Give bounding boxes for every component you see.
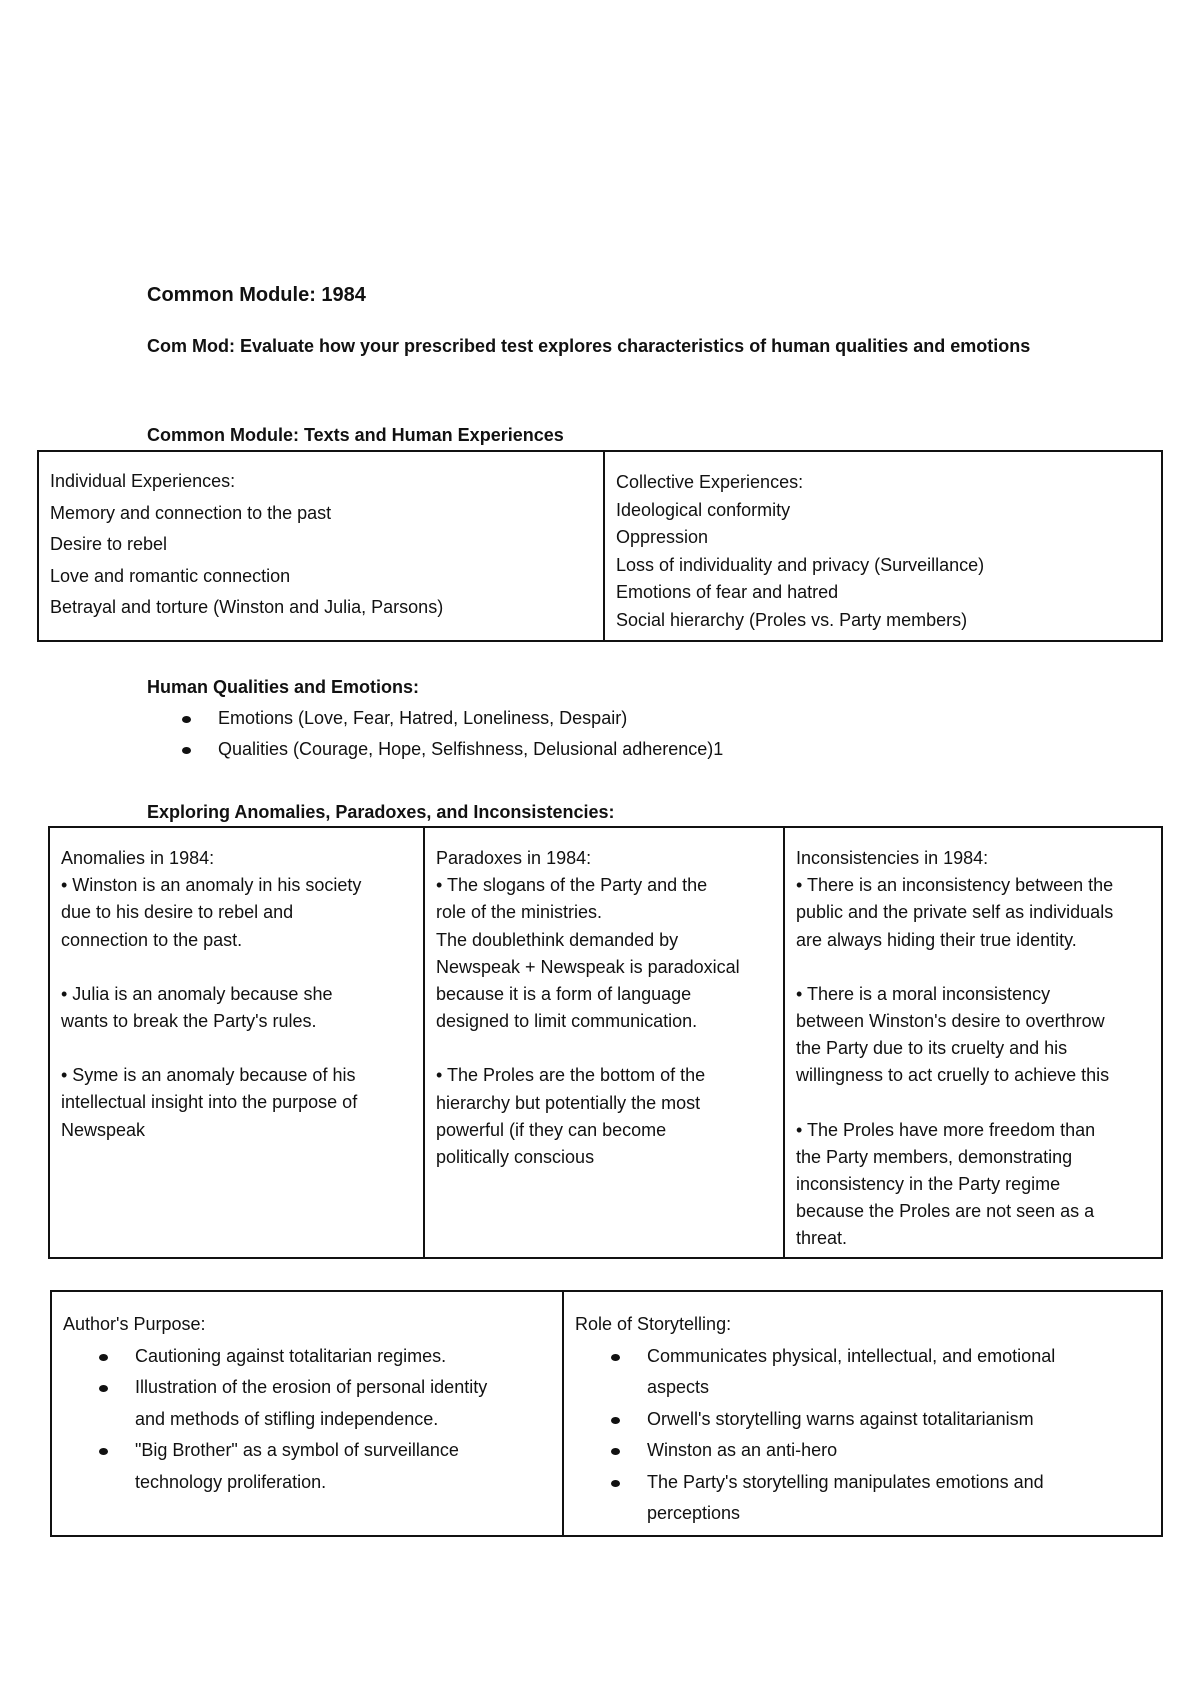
text-line: • The Proles are the bottom of the [436, 1065, 706, 1086]
text-line: connection to the past. [61, 929, 243, 950]
section-heading-texts: Common Module: Texts and Human Experiences [147, 425, 564, 445]
page-title: Common Module: 1984 [147, 284, 366, 306]
text-line: • There is a moral inconsistency [796, 983, 1051, 1004]
list-item: Illustration of the erosion of personal identity and methods of stifling independence. [97, 1372, 551, 1435]
list-item: Loss of individuality and privacy (Surveillance) [616, 554, 985, 575]
text-line: intellectual insight into the purpose of [61, 1092, 358, 1113]
qualities-heading: Human Qualities and Emotions: [147, 677, 420, 697]
text-line: willingness to act cruelly to achieve this [796, 1065, 1110, 1086]
text-line: the Party members, demonstrating [796, 1146, 1073, 1167]
list-item: Communicates physical, intellectual, and emotional aspects [609, 1341, 1150, 1404]
list-item: Cautioning against totalitarian regimes. [97, 1341, 551, 1373]
list-item: Betrayal and torture (Winston and Julia, Parsons) [50, 597, 444, 617]
text-line: hierarchy but potentially the most [436, 1092, 701, 1113]
text-line: between Winston's desire to overthrow [796, 1011, 1105, 1032]
list-item: Memory and connection to the past [50, 502, 332, 523]
text-line: because the Proles are not seen as a [796, 1201, 1095, 1222]
list-item: Orwell's storytelling warns against totalitarianism [609, 1404, 1150, 1436]
list-item: Qualities (Courage, Hope, Selfishness, Delusional adherence)1 [180, 734, 723, 765]
text-line: Newspeak [61, 1119, 146, 1140]
text-line: The doublethink demanded by [436, 929, 679, 950]
storytelling-heading: Role of Storytelling: [575, 1314, 732, 1334]
list-item: Desire to rebel [50, 534, 168, 554]
text-line: politically conscious [436, 1147, 595, 1168]
text-line: • The slogans of the Party and the [436, 875, 708, 896]
list-item: "Big Brother" as a symbol of surveillance technology proliferation. [97, 1435, 551, 1498]
list-item: Social hierarchy (Proles vs. Party members) [616, 609, 968, 630]
text-line: inconsistency in the Party regime [796, 1174, 1061, 1195]
inconsistencies-heading: Inconsistencies in 1984: [796, 848, 989, 868]
purpose-list [63, 1341, 551, 1499]
list-item: Oppression [616, 527, 709, 547]
text-line: public and the private self as individuals [796, 902, 1114, 923]
text-line: due to his desire to rebel and [61, 902, 294, 923]
anomalies-heading: Anomalies in 1984: [61, 848, 215, 868]
essay-prompt: Com Mod: Evaluate how your prescribed test explores characteristics of human qualities and emotions [147, 336, 1031, 356]
list-item: The Party's storytelling manipulates emotions and perceptions [609, 1467, 1150, 1530]
individual-experiences-cell [39, 452, 603, 640]
text-line: designed to limit communication. [436, 1011, 698, 1032]
list-item: Ideological conformity [616, 499, 791, 520]
anomalies-cell [50, 828, 423, 1257]
text-line: because it is a form of language [436, 984, 692, 1005]
storytelling-list [575, 1341, 1150, 1530]
exploring-heading: Exploring Anomalies, Paradoxes, and Inconsistencies: [147, 802, 615, 822]
experiences-table [37, 450, 1163, 642]
text-line: • Julia is an anomaly because she [61, 983, 333, 1004]
collective-heading: Collective Experiences: [616, 472, 804, 492]
text-line: the Party due to its cruelty and his [796, 1038, 1068, 1059]
authors-purpose-cell [52, 1292, 562, 1535]
paradoxes-heading: Paradoxes in 1984: [436, 848, 592, 868]
purpose-heading: Author's Purpose: [63, 1314, 206, 1334]
list-item: Emotions (Love, Fear, Hatred, Loneliness, Despair) [180, 703, 723, 734]
text-line: • There is an inconsistency between the [796, 875, 1114, 896]
list-item: Winston as an anti-hero [609, 1435, 1150, 1467]
text-line: • The Proles have more freedom than [796, 1119, 1096, 1140]
paradoxes-cell [423, 828, 783, 1257]
qualities-list [180, 703, 723, 765]
text-line: • Syme is an anomaly because of his [61, 1065, 356, 1086]
individual-heading: Individual Experiences: [50, 471, 236, 491]
list-item: Love and romantic connection [50, 565, 291, 586]
role-of-storytelling-cell [562, 1292, 1161, 1535]
text-line: • Winston is an anomaly in his society [61, 875, 362, 896]
text-line: role of the ministries. [436, 902, 603, 923]
text-line: threat. [796, 1228, 848, 1249]
text-line: are always hiding their true identity. [796, 929, 1077, 950]
collective-experiences-cell [603, 452, 1161, 640]
inconsistencies-cell [783, 828, 1161, 1257]
text-line: wants to break the Party's rules. [61, 1011, 317, 1032]
purpose-storytelling-table [50, 1290, 1163, 1537]
anomalies-table [48, 826, 1163, 1259]
list-item: Emotions of fear and hatred [616, 582, 839, 602]
text-line: powerful (if they can become [436, 1119, 667, 1140]
text-line: Newspeak + Newspeak is paradoxical [436, 956, 740, 977]
